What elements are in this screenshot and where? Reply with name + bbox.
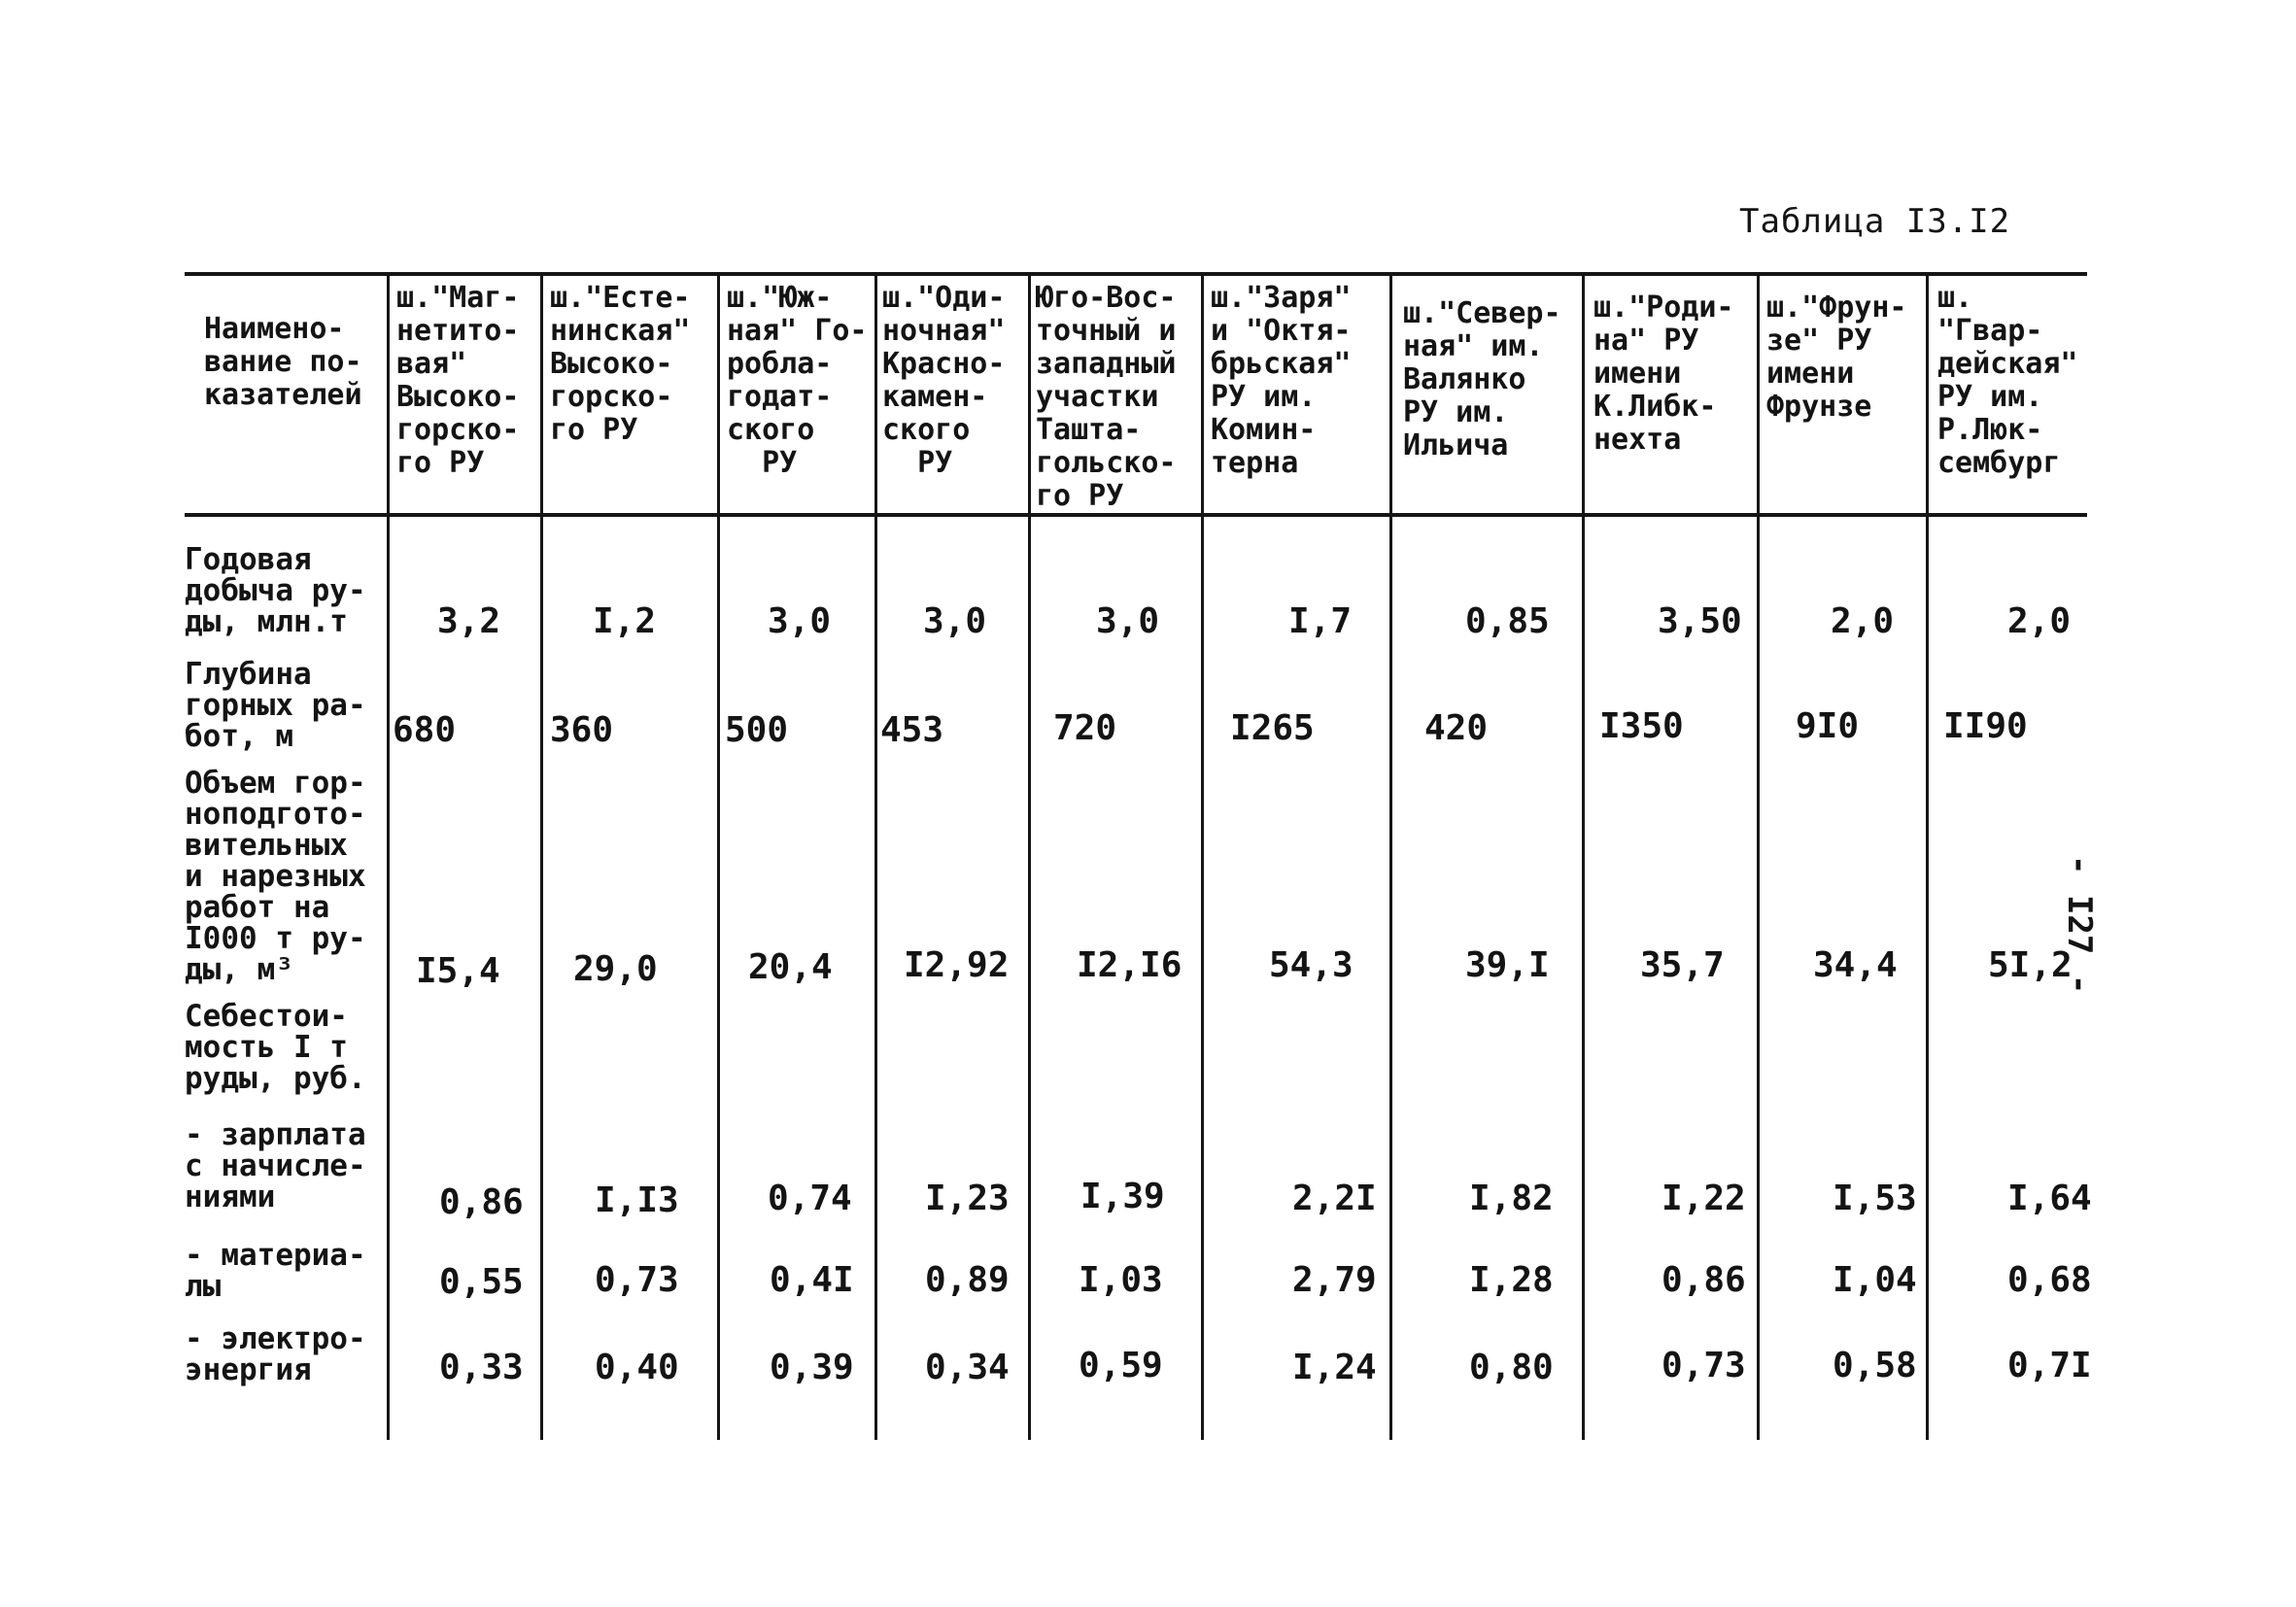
table-cell: 0,85 — [1465, 601, 1550, 641]
table-cell: 0,34 — [925, 1348, 1010, 1387]
column-header: ш."Фрун- зе" РУ имени Фрунзе — [1766, 291, 1907, 424]
table-cell: I,53 — [1833, 1179, 1917, 1218]
column-header: Юго-Вос- точный и западный участки Ташта- гольско- го РУ — [1036, 281, 1177, 513]
table-cell: I,04 — [1833, 1260, 1917, 1300]
table-cell: I,I3 — [595, 1180, 679, 1220]
table-cell: I,23 — [925, 1179, 1010, 1218]
table-cell: 29,0 — [573, 949, 658, 989]
table-cell: 2,79 — [1292, 1260, 1377, 1300]
row-label-development-volume: Объем гор- ноподгото- вительных и нарезных работ на I000 т ру- ды, м³ — [185, 766, 366, 987]
table-cell: 9I0 — [1796, 706, 1860, 746]
column-divider — [1389, 274, 1392, 1440]
table-cell: 0,7I — [2007, 1346, 2092, 1385]
column-divider — [1926, 274, 1929, 1440]
table-cell: 39,I — [1465, 945, 1550, 985]
column-divider — [540, 274, 543, 1440]
table-cell: 3,0 — [923, 601, 987, 641]
table-cell: 20,4 — [748, 947, 833, 987]
table-cell: I,2 — [593, 601, 657, 641]
table-cell: 3,0 — [1096, 601, 1160, 641]
column-divider — [1201, 274, 1204, 1440]
table-cell: 360 — [550, 710, 614, 750]
column-header: ш."Оди- ночная" Красно- камен- ского РУ — [882, 281, 1006, 480]
column-header: ш."Север- ная" им. Валянко РУ им. Ильича — [1403, 296, 1561, 462]
row-label-mining-depth: Глубина горных ра- бот, м — [185, 657, 366, 754]
table-cell: 420 — [1424, 708, 1489, 748]
row-label-materials: - материа- лы — [185, 1238, 366, 1304]
table-cell: I,03 — [1079, 1260, 1163, 1300]
table-cell: I265 — [1230, 708, 1315, 748]
row-label-wages: - зарплата с начисле- ниями — [185, 1117, 366, 1214]
column-divider — [1582, 274, 1585, 1440]
table-cell: 500 — [725, 710, 789, 750]
table-cell: 54,3 — [1269, 945, 1354, 985]
table-cell: 2,0 — [1831, 601, 1895, 641]
table-cell: 0,86 — [439, 1182, 524, 1222]
table-cell: I2,92 — [904, 945, 1010, 985]
table-cell: 680 — [393, 710, 457, 750]
row-label-electricity: - электро- энергия — [185, 1321, 366, 1387]
column-header: ш."Роди- на" РУ имени К.Либк- нехта — [1593, 291, 1734, 457]
table-cell: 0,73 — [595, 1260, 679, 1300]
table-cell: 35,7 — [1640, 945, 1725, 985]
column-header: ш."Юж- ная" Го- робла- годат- ского РУ — [727, 281, 868, 480]
table-cell: 0,33 — [439, 1348, 524, 1387]
table-cell: 0,59 — [1079, 1346, 1163, 1385]
table-cell: I,24 — [1292, 1348, 1377, 1387]
table-cell: 2,0 — [2007, 601, 2072, 641]
column-header: ш."Заря" и "Октя- брьская" РУ им. Комин- терна — [1211, 281, 1352, 480]
table-cell: I,22 — [1662, 1179, 1746, 1218]
row-label-annual-output: Годовая добыча ру- ды, млн.т — [185, 542, 366, 639]
table-cell: I2,I6 — [1077, 945, 1182, 985]
table-cell: II90 — [1943, 706, 2028, 746]
table-cell: 720 — [1053, 708, 1117, 748]
header-bottom-rule — [185, 513, 2087, 517]
table-cell: 0,39 — [770, 1348, 854, 1387]
column-divider — [387, 274, 390, 1440]
table-cell: I5,4 — [416, 951, 500, 991]
table-cell: 0,40 — [595, 1348, 679, 1387]
table-cell: 0,86 — [1662, 1260, 1746, 1300]
table-cell: 0,58 — [1833, 1346, 1917, 1385]
table-cell: 0,80 — [1469, 1348, 1554, 1387]
table-cell: I,64 — [2007, 1179, 2092, 1218]
table-cell: I350 — [1599, 706, 1684, 746]
column-divider — [1028, 274, 1031, 1440]
table-caption: Таблица I3.I2 — [1739, 202, 2011, 241]
page-number: - I27 - — [2060, 855, 2099, 995]
header-label: Наимено- вание по- казателей — [204, 312, 362, 412]
table-cell: I,39 — [1080, 1177, 1165, 1216]
table-cell: 0,74 — [768, 1179, 852, 1218]
table-top-rule — [185, 272, 2087, 276]
table-cell: I,82 — [1469, 1179, 1554, 1218]
table-cell: 0,4I — [770, 1260, 854, 1300]
table-cell: 0,68 — [2007, 1260, 2092, 1300]
table-cell: 3,50 — [1658, 601, 1742, 641]
table-cell: I,7 — [1288, 601, 1353, 641]
table-cell: 2,2I — [1292, 1179, 1377, 1218]
column-header: ш."Есте- нинская" Высоко- горско- го РУ — [550, 281, 691, 447]
table-cell: I,28 — [1469, 1260, 1554, 1300]
row-label-ore-cost: Себестои- мость I т руды, руб. — [185, 999, 366, 1096]
table-cell: 5I,2 — [1988, 945, 2073, 985]
column-divider — [717, 274, 720, 1440]
table-cell: 453 — [880, 710, 944, 750]
table-cell: 0,89 — [925, 1260, 1010, 1300]
column-header: ш. "Гвар- дейская" РУ им. Р.Люк- сембург — [1937, 281, 2078, 480]
table-cell: 3,2 — [437, 601, 501, 641]
column-divider — [874, 274, 877, 1440]
column-divider — [1757, 274, 1760, 1440]
table-cell: 3,0 — [768, 601, 832, 641]
table-cell: 0,73 — [1662, 1346, 1746, 1385]
table-cell: 34,4 — [1813, 945, 1898, 985]
column-header: ш."Маг- нетито- вая" Высоко- горско- го РУ — [396, 281, 520, 480]
table-cell: 0,55 — [439, 1262, 524, 1302]
